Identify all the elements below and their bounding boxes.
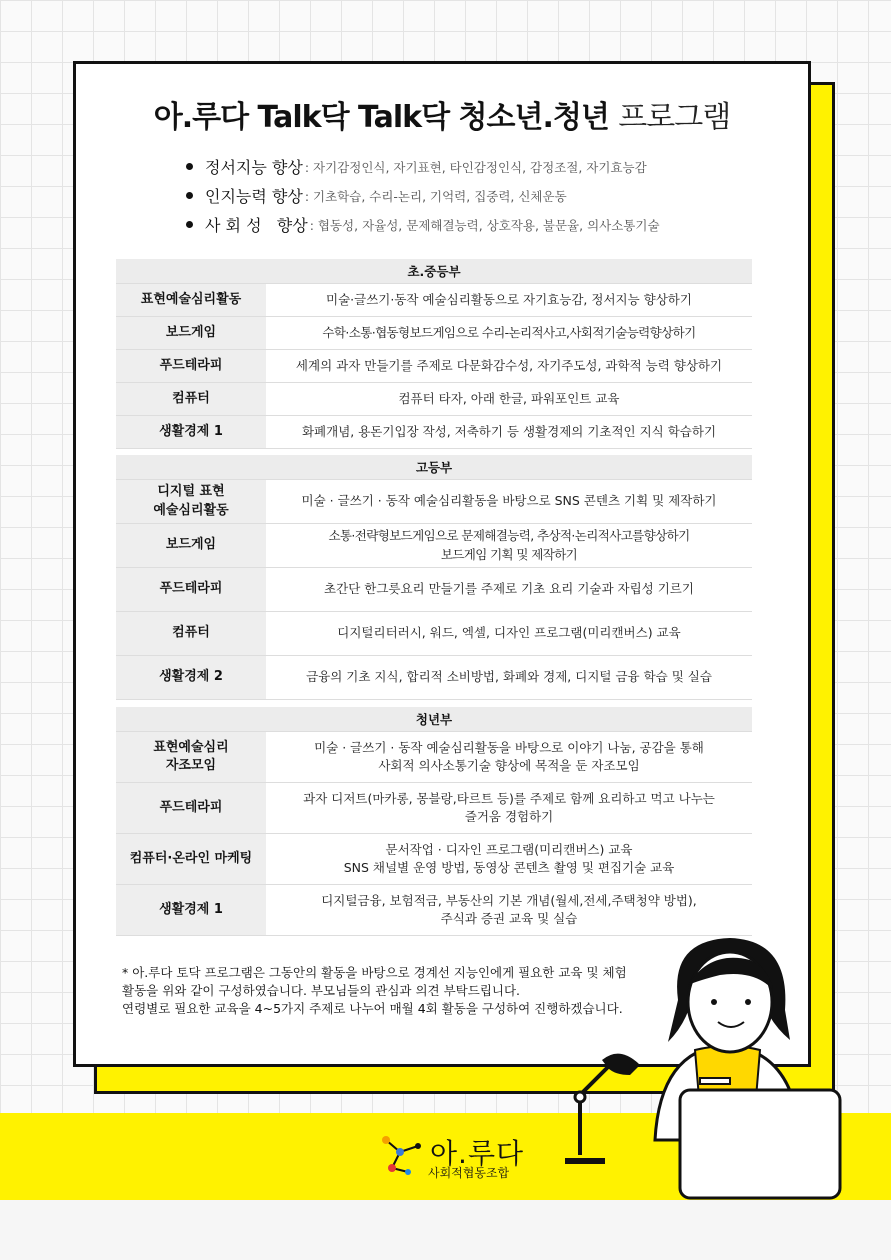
row-value: 미술 · 글쓰기 · 동작 예술심리활동을 바탕으로 이야기 나눔, 공감을 통해 사회적 의사소통기술 향상에 목적을 둔 자조모임 — [266, 732, 752, 783]
row-label: 컴퓨터·온라인 마케팅 — [116, 834, 266, 885]
row-value: 과자 디저트(마카롱, 몽블랑,타르트 등)를 주제로 함께 요리하고 먹고 나누는 즐거움 경험하기 — [266, 783, 752, 834]
program-note: * 아.루다 토닥 프로그램은 그동안의 활동을 바탕으로 경계선 지능인에게 필요한 교육 및 체험 활동을 위와 같이 구성하였습니다. 부모님들의 관심과 의견 부탁드립니다. 연령별로 필요한 교육을 4~5가지 주제로 나누어 매월 4회 활동을 구성하여 진행하겠습니다. — [122, 965, 627, 1016]
row-label: 보드게임 — [116, 524, 266, 568]
section-high — [116, 455, 752, 700]
goal-name: 인지능력 향상 — [205, 187, 303, 206]
row-label: 디지털 표현 예술심리활동 — [116, 480, 266, 524]
goal-list — [186, 152, 660, 239]
row-value: 금융의 기초 지식, 합리적 소비방법, 화폐와 경제, 디지털 금융 학습 및 실습 — [266, 656, 752, 700]
desk-lamp-icon — [565, 1054, 640, 1164]
title-light: 프로그램 — [618, 100, 731, 135]
row-label: 표현예술심리활동 — [116, 284, 266, 317]
bullet-icon — [186, 221, 193, 228]
logo-sub: 사회적협동조합 — [428, 1166, 510, 1180]
goal-desc: : 기초학습, 수리-논리, 기억력, 집중력, 신체운동 — [304, 188, 567, 204]
row-value: 컴퓨터 타자, 아래 한글, 파워포인트 교육 — [266, 383, 752, 416]
row-value: 디지털금융, 보험적금, 부동산의 기본 개념(월세,전세,주택청약 방법), 주식과 증권 교육 및 실습 — [266, 885, 752, 936]
row-value: 초간단 한그릇요리 만들기를 주제로 기초 요리 기술과 자립성 기르기 — [266, 568, 752, 612]
logo — [378, 1130, 538, 1190]
person-laptop-illustration — [560, 930, 891, 1200]
section-header: 청년부 — [116, 707, 752, 732]
goal-item — [186, 152, 660, 181]
row-label: 보드게임 — [116, 317, 266, 350]
row-label: 생활경제 1 — [116, 885, 266, 936]
page-footer-bg — [0, 1200, 891, 1260]
logo-mark-icon — [378, 1134, 428, 1180]
logo-name: 아.루다 — [430, 1137, 525, 1170]
goal-item — [186, 210, 660, 239]
goal-item — [186, 181, 660, 210]
section-header: 초.중등부 — [116, 259, 752, 284]
section-header: 고등부 — [116, 455, 752, 480]
row-value: 미술·글쓰기·동작 예술심리활동으로 자기효능감, 정서지능 향상하기 — [266, 284, 752, 317]
page-title — [76, 92, 808, 136]
row-value: 수학·소통·협동형보드게임으로 수리-논리적사고,사회적기술능력향상하기 — [266, 317, 752, 350]
section-youth — [116, 707, 752, 936]
goal-desc: : 자기감정인식, 자기표현, 타인감정인식, 감정조절, 자기효능감 — [304, 159, 647, 175]
section-elementary — [116, 259, 752, 449]
row-label: 푸드테라피 — [116, 783, 266, 834]
bullet-icon — [186, 163, 193, 170]
row-value: 화폐개념, 용돈기입장 작성, 저축하기 등 생활경제의 기초적인 지식 학습하기 — [266, 416, 752, 449]
title-main: 아.루다 Talk닥 Talk닥 청소년.청년 — [153, 100, 609, 135]
program-card — [73, 61, 811, 1067]
row-value: 세계의 과자 만들기를 주제로 다문화감수성, 자기주도성, 과학적 능력 향상하기 — [266, 350, 752, 383]
row-label: 생활경제 2 — [116, 656, 266, 700]
goal-name: 정서지능 향상 — [205, 158, 303, 177]
goal-desc: : 협동성, 자율성, 문제해결능력, 상호작용, 불문율, 의사소통기술 — [309, 217, 660, 233]
row-value: 디지털리터러시, 워드, 엑셀, 디자인 프로그램(미리캔버스) 교육 — [266, 612, 752, 656]
row-label: 푸드테라피 — [116, 350, 266, 383]
row-value: 문서작업 · 디자인 프로그램(미리캔버스) 교육 SNS 채널별 운영 방법, 동영상 콘텐츠 촬영 및 편집기술 교육 — [266, 834, 752, 885]
row-value: 미술 · 글쓰기 · 동작 예술심리활동을 바탕으로 SNS 콘텐츠 기획 및 제작하기 — [266, 480, 752, 524]
row-label: 생활경제 1 — [116, 416, 266, 449]
goal-name: 사 회 성 향상 — [205, 216, 308, 235]
row-label: 컴퓨터 — [116, 383, 266, 416]
bullet-icon — [186, 192, 193, 199]
row-label: 푸드테라피 — [116, 568, 266, 612]
row-value: 소통·전략형보드게임으로 문제해결능력, 추상적·논리적사고를향상하기 보드게임 기획 및 제작하기 — [266, 524, 752, 568]
row-label: 표현예술심리 자조모임 — [116, 732, 266, 783]
row-label: 컴퓨터 — [116, 612, 266, 656]
